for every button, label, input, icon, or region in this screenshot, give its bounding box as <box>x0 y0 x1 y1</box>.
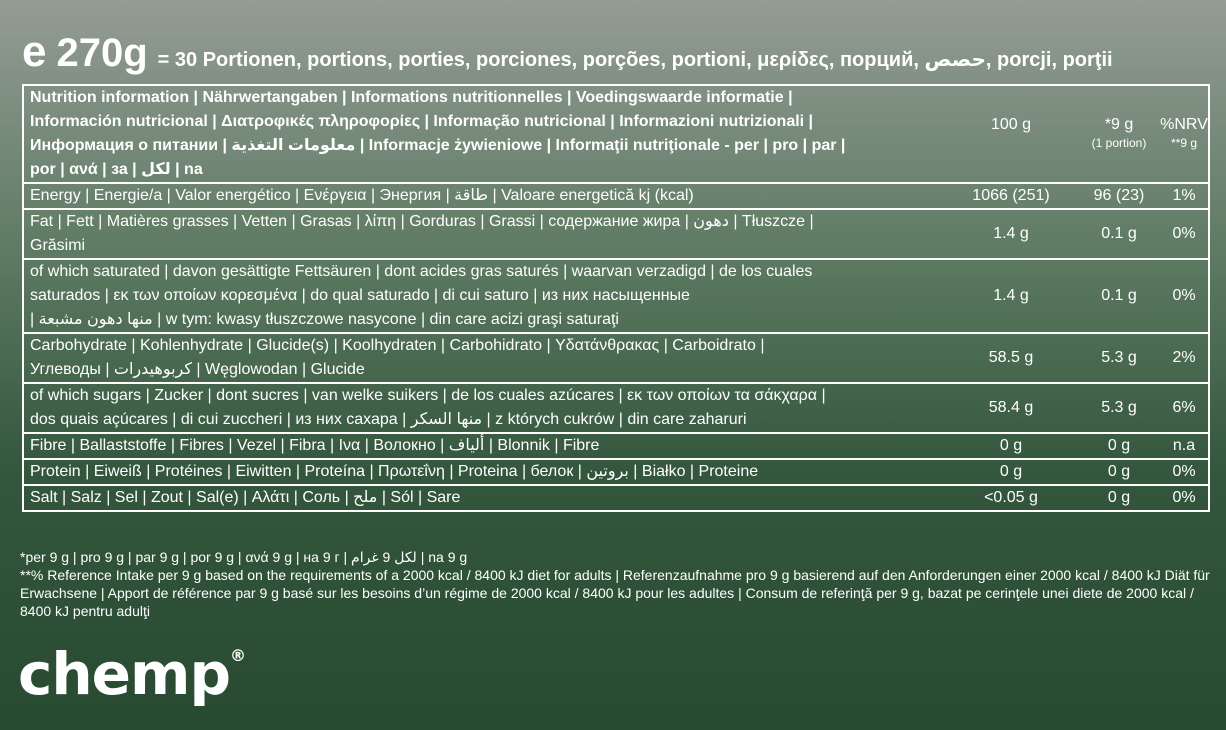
value-nrv: 2% <box>1172 349 1196 366</box>
value-100g: <0.05 g <box>984 489 1038 506</box>
value-portion: 0 g <box>1107 463 1131 480</box>
col-per-100g: 100 g <box>990 116 1032 133</box>
row-label: Fibre | Ballaststoffe | Fibres | Vezel | Fibra | Ινα | Волокно | ألياف | Blonnik | Fibre <box>30 437 600 454</box>
value-portion: 0 g <box>1107 489 1131 506</box>
value-portion: 0 g <box>1107 437 1131 454</box>
header-label: Nutrition information | Nährwertangaben | Informations nutritionnelles | Voedingswaarde informatie | Información nutricional | Διατροφικές πληροφορίες | Informação nutricional | Informazioni nutrizionali | Информация о питании | معلومات التغذية | Informacje żywieniowe | Informaţii nutriţionale - per | pro | par | por | ανά | за | لكل | na <box>30 89 846 178</box>
portions-text: = 30 Portionen, portions, porties, porciones, porções, portioni, μερίδες, порций, حصص, porcji, porţii <box>157 49 1113 71</box>
value-100g: 1.4 g <box>993 225 1029 242</box>
row-label: Salt | Salz | Sel | Zout | Sal(e) | Αλάτι | Соль | ملح | Sól | Sare <box>30 489 461 506</box>
row-fibre <box>24 432 1208 458</box>
row-label: Energy | Energie/a | Valor energético | Ενέργεια | Энергия | طاقة | Valoare energetică kj (kcal) <box>30 187 694 204</box>
value-portion: 96 (23) <box>1093 187 1145 204</box>
row-saturated <box>24 258 1208 332</box>
nutrition-table <box>22 84 1210 512</box>
brand-logo: chemp® <box>18 640 245 708</box>
footnotes <box>20 548 1210 620</box>
row-fat <box>24 208 1208 258</box>
value-100g: 58.4 g <box>988 399 1034 416</box>
row-label: of which saturated | davon gesättigte Fettsäuren | dont acides gras saturés | waarvan verzadigd | de los cuales saturados | εκ των οποίων κορεσμένα | do qual saturado | di cui saturo | из них насыщенные | منها دهون مشبعة | w tym: kwasy tłuszczowe nasycone | din care acizi graşi saturaţi <box>30 263 813 328</box>
row-label: Fat | Fett | Matières grasses | Vetten | Grasas | λίπη | Gorduras | Grassi | содержание жира | دهون | Tłuszcze | Grăsimi <box>30 213 814 254</box>
row-protein <box>24 458 1208 484</box>
value-nrv: 0% <box>1172 463 1196 480</box>
value-100g: 0 g <box>999 463 1023 480</box>
value-nrv: 1% <box>1172 187 1196 204</box>
col-per-portion: *9 g (1 portion) <box>1091 116 1147 150</box>
row-label: of which sugars | Zucker | dont sucres | van welke suikers | de los cuales azúcares | εκ των οποίων τα σάκχαρα | dos quais açúcares | di cui zuccheri | из них сахара | منها السكر | z których cukrów | din care zaharuri <box>30 387 826 428</box>
package-header <box>22 27 1212 80</box>
row-salt <box>24 484 1208 510</box>
value-portion: 0.1 g <box>1101 287 1137 304</box>
value-100g: 1.4 g <box>993 287 1029 304</box>
value-100g: 1066 (251) <box>972 187 1050 204</box>
row-label: Carbohydrate | Kohlenhydrate | Glucide(s) | Koolhydraten | Carbohidrato | Υδατάνθρακας | Carboidrato | Углеводы | كربوهيدرات | Węglowodan | Glucide <box>30 337 765 378</box>
row-sugars <box>24 382 1208 432</box>
value-nrv: n.a <box>1172 437 1196 454</box>
row-carbohydrate <box>24 332 1208 382</box>
value-portion: 5.3 g <box>1101 349 1137 366</box>
value-nrv: 0% <box>1172 489 1196 506</box>
value-nrv: 0% <box>1172 225 1196 242</box>
value-100g: 58.5 g <box>988 349 1034 366</box>
estimated-sign: e <box>22 27 47 76</box>
footnote-reference-intake: **% Reference Intake per 9 g based on the requirements of a 2000 kcal / 8400 kJ diet for adults | Referenzaufnahme pro 9 g basierend auf den Anforderungen einer 2000 kcal / 8400 kJ Diät für Erwachsene | Apport de référence par 9 g basé sur les besoins d’un régime de 2000 kcal / 8400 kJ pour les adultes | Consum de referinţă per 9 g, bazat pe cerinţele unei diete de 2000 kcal / 8400 kJ pentru adulţi <box>20 567 1210 619</box>
footnote-portion: *per 9 g | pro 9 g | par 9 g | por 9 g | ανά 9 g | на 9 г | لكل 9 غرام | na 9 g <box>20 549 468 565</box>
value-100g: 0 g <box>999 437 1023 454</box>
row-energy <box>24 182 1208 208</box>
value-nrv: 0% <box>1172 287 1196 304</box>
net-weight: 270g <box>56 31 148 75</box>
table-header-row <box>24 86 1208 182</box>
col-nrv: %NRV **9 g <box>1160 116 1208 150</box>
value-nrv: 6% <box>1172 399 1196 416</box>
registered-mark: ® <box>229 646 245 665</box>
value-portion: 5.3 g <box>1101 399 1137 416</box>
row-label: Protein | Eiweiß | Protéines | Eiwitten | Proteína | Πρωτεΐνη | Proteina | белок | بروتين | Białko | Proteine <box>30 463 759 480</box>
value-portion: 0.1 g <box>1101 225 1137 242</box>
